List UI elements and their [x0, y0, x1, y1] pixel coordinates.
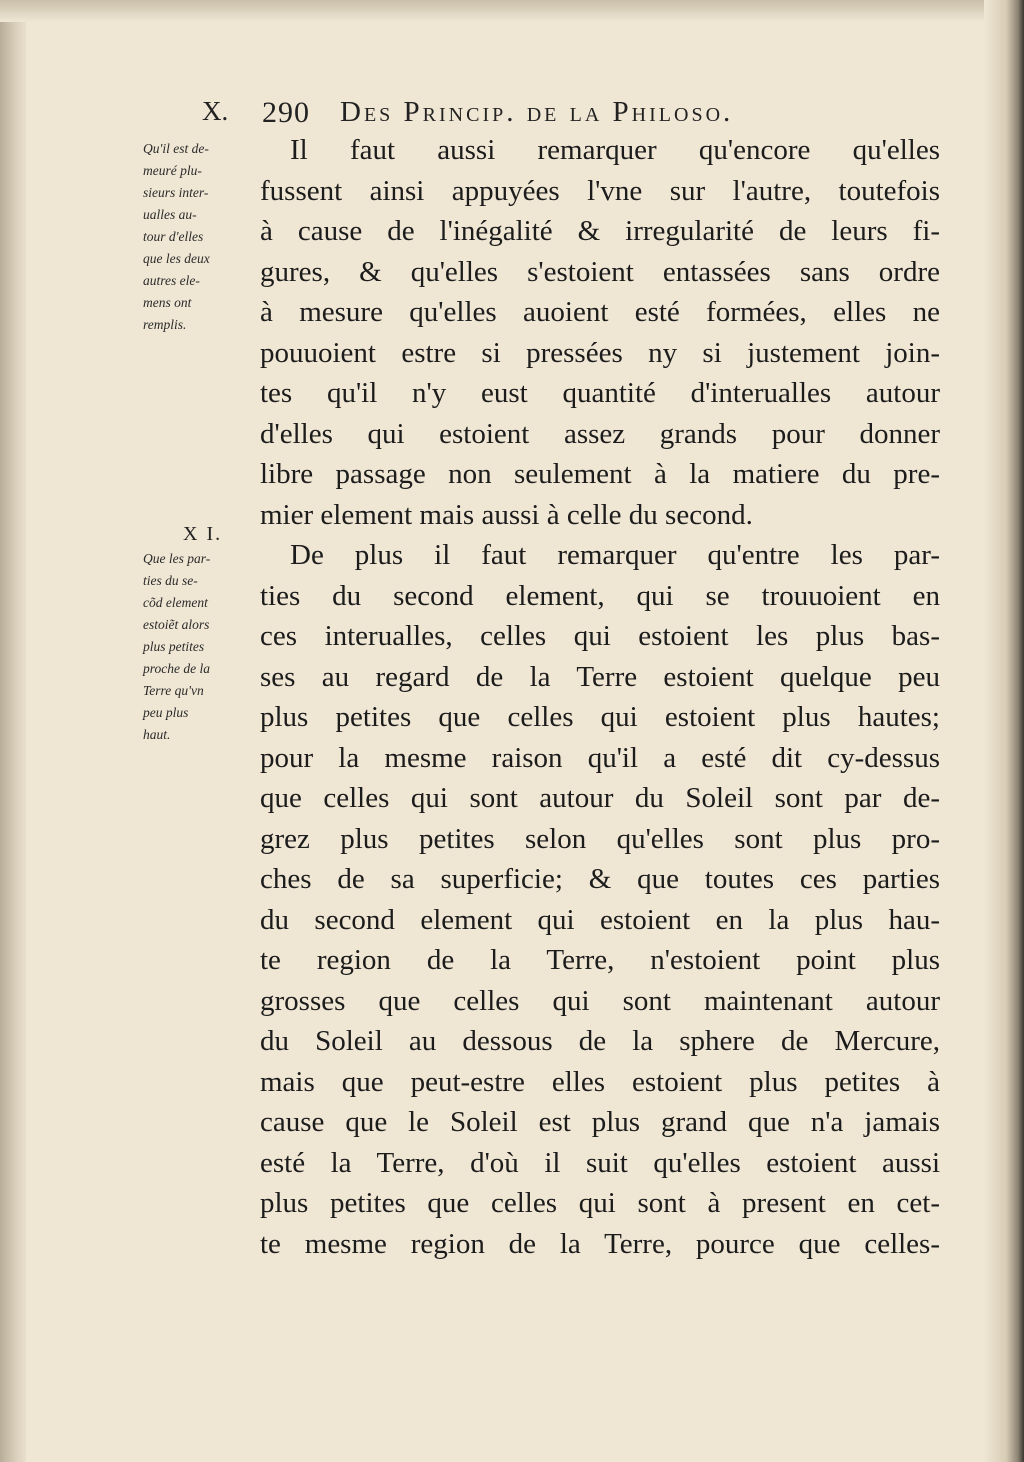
sidenote-line: proche de la — [143, 661, 210, 676]
text-line: Il faut aussi remarquer qu'encore qu'elles — [290, 134, 940, 166]
text-line: grosses que celles qui sont maintenant autour — [260, 984, 940, 1017]
section-number-xi: X I. — [183, 523, 223, 545]
sidenote-line: ualles au- — [143, 207, 197, 222]
section-number-x: X. — [202, 96, 229, 126]
sidenote-line: mens ont — [143, 295, 192, 310]
sidenote-line: sieurs inter- — [143, 185, 209, 200]
body-text — [260, 130, 940, 1264]
text-line: à mesure qu'elles auoient esté formées, elles ne — [260, 296, 940, 328]
text-line: libre passage non seulement à la matiere du pre- — [260, 458, 940, 490]
text-line: esté la Terre, d'où il suit qu'elles estoient aussi — [260, 1146, 940, 1179]
text-line: plus petites que celles qui estoient plus hautes; — [260, 701, 940, 733]
sidenote-x — [143, 138, 210, 336]
sidenote-line: Que les par- — [143, 551, 211, 566]
sidenote-line: tour d'elles — [143, 229, 204, 244]
text-line: ces interualles, celles qui estoient les plus bas- — [260, 620, 940, 652]
text-line: mier element mais aussi à celle du second. — [260, 498, 753, 531]
text-line: à cause de l'inégalité & irregularité de leurs fi- — [260, 215, 940, 247]
text-line: du second element qui estoient en la plus hau- — [260, 903, 940, 936]
sidenote-xi — [143, 548, 210, 746]
sidenote-line: autres ele- — [143, 273, 200, 288]
sidenote-line: Terre qu'vn — [143, 683, 204, 698]
sidenote-line: Qu'il est de- — [143, 141, 209, 156]
sidenote-line: haut. — [143, 727, 171, 742]
sidenote-line: ties du se- — [143, 573, 198, 588]
text-line: ses au regard de la Terre estoient quelque peu — [260, 660, 940, 693]
sidenote-line: meuré plu- — [143, 163, 202, 178]
text-line: ties du second element, qui se trouuoient en — [260, 579, 940, 612]
text-line: fussent ainsi appuyées l'vne sur l'autre, toutefois — [260, 174, 940, 207]
text-line: ches de sa superficie; & que toutes ces parties — [260, 863, 940, 895]
sidenote-line: peu plus — [143, 705, 189, 720]
text-line: du Soleil au dessous de la sphere de Mercure, — [260, 1025, 940, 1057]
page-gutter — [984, 0, 1024, 1462]
text-line: d'elles qui estoient assez grands pour donner — [260, 417, 940, 450]
text-line: que celles qui sont autour du Soleil sont par de- — [260, 782, 940, 814]
sidenote-line: plus petites — [143, 639, 205, 654]
text-line: plus petites que celles qui sont à present en cet- — [260, 1187, 940, 1219]
text-line: grez plus petites selon qu'elles sont plus pro- — [260, 822, 940, 855]
sidenote-line: cõd element — [143, 595, 208, 610]
sidenote-line: estoiẽt alors — [143, 617, 210, 632]
text-line: te region de la Terre, n'estoient point plus — [260, 944, 940, 976]
text-line: mais que peut-estre elles estoient plus petites à — [260, 1065, 940, 1098]
text-line: cause que le Soleil est plus grand que n'a jamais — [260, 1106, 940, 1138]
running-head: Des Princip. de la Philoso. — [340, 96, 734, 128]
text-line: gures, & qu'elles s'estoient entassées sans ordre — [260, 255, 940, 288]
page-number: 290 — [262, 96, 310, 129]
page-left-edge — [0, 0, 26, 1462]
sidenote-line: remplis. — [143, 317, 187, 332]
text-line: De plus il faut remarquer qu'entre les par- — [290, 539, 940, 571]
text-line: tes qu'il n'y eust quantité d'interualles autour — [260, 377, 940, 409]
text-line: te mesme region de la Terre, pource que celles- — [260, 1227, 940, 1260]
text-line: pour la mesme raison qu'il a esté dit cy-dessus — [260, 741, 940, 774]
sidenote-line: que les deux — [143, 251, 210, 266]
text-line: pouuoient estre si pressées ny si justement join- — [260, 336, 940, 369]
page-top-shade — [0, 0, 1024, 22]
